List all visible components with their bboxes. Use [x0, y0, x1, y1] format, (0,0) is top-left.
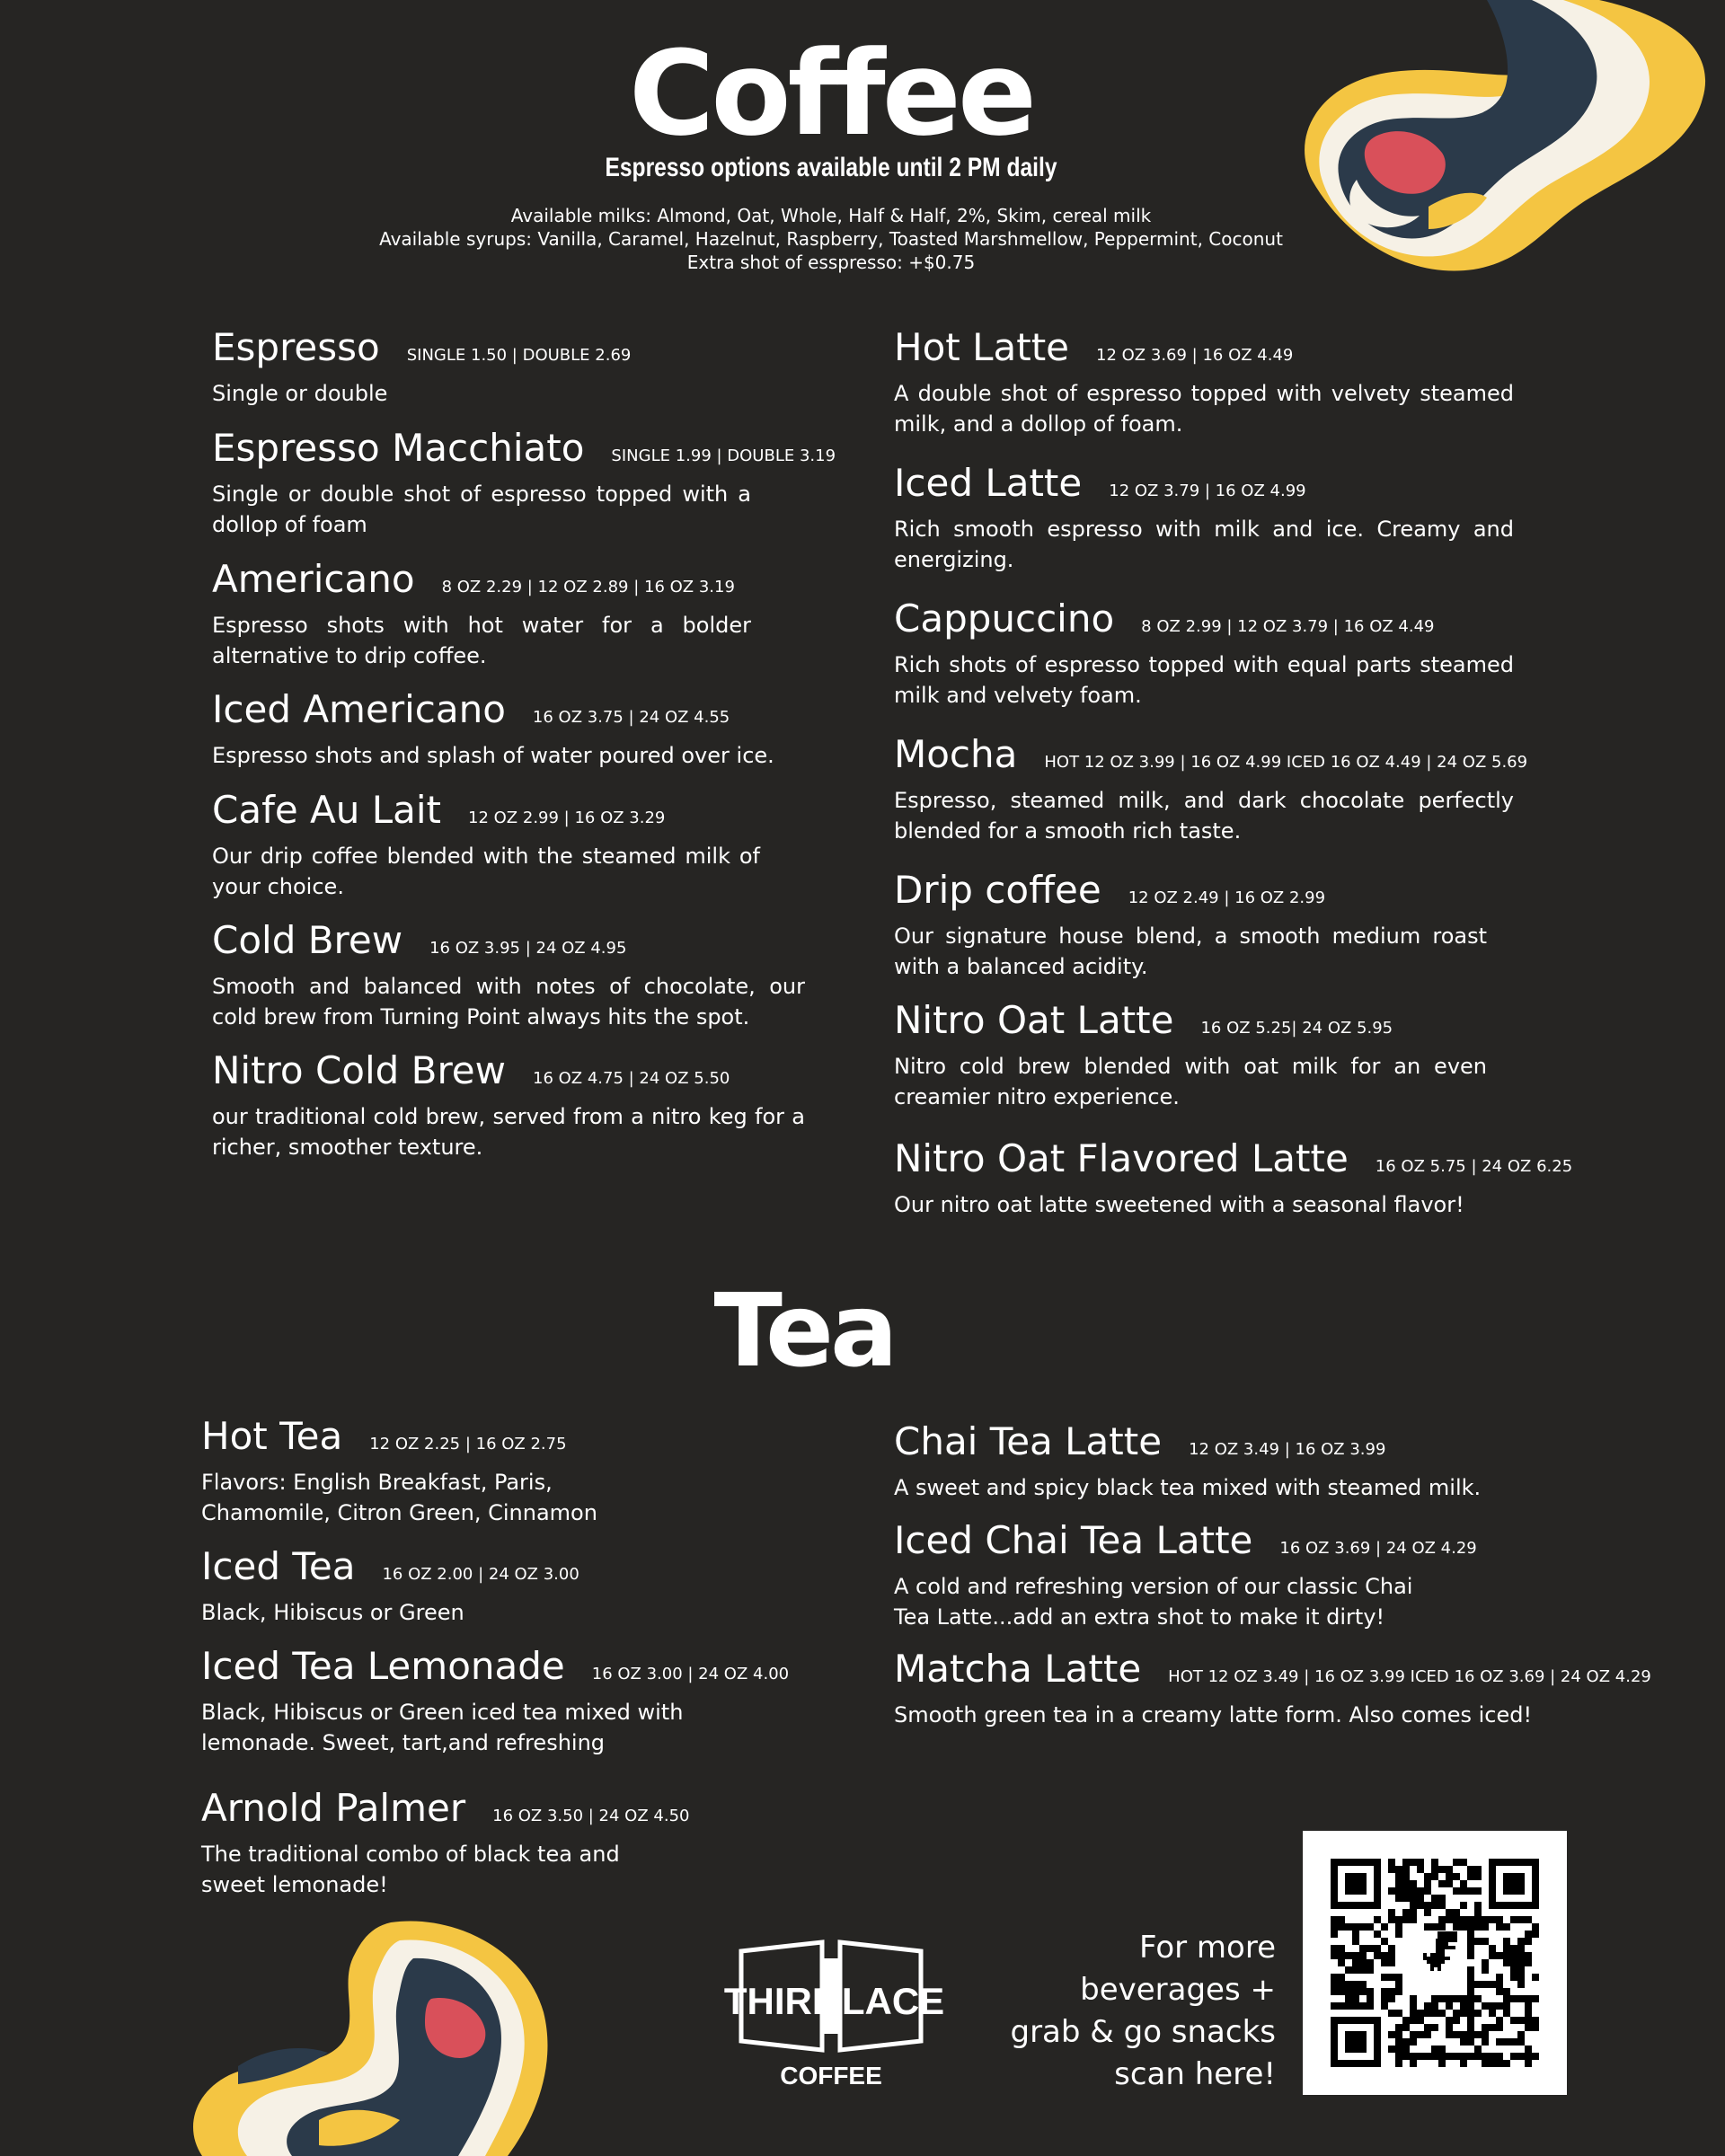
swirl-decoration-bottom — [184, 1913, 562, 2156]
menu-item — [894, 1419, 1523, 1503]
menu-item — [894, 1518, 1523, 1632]
item-name: Mocha — [894, 732, 1018, 776]
item-name: Americano — [212, 557, 415, 601]
available-syrups: Available syrups: Vanilla, Caramel, Hazelnut, Raspberry, Toasted Marshmellow, Peppermint, Coconut — [379, 228, 1283, 250]
qr-code-graphic — [1303, 1831, 1567, 2095]
available-milks: Available milks: Almond, Oat, Whole, Half & Half, 2%, Skim, cereal milk — [510, 205, 1152, 226]
menu-item — [894, 596, 1514, 711]
item-name: Cafe Au Lait — [212, 788, 442, 832]
item-description: Black, Hibiscus or Green — [201, 1600, 464, 1625]
menu-item — [212, 557, 751, 671]
item-price: HOT 12 OZ 3.99 | 16 OZ 4.99 ICED 16 OZ 4.49 | 24 OZ 5.69 — [1044, 753, 1528, 772]
menu-item — [894, 1647, 1651, 1730]
logo-right-word — [817, 1980, 944, 2022]
item-description: Black, Hibiscus or Green iced tea mixed with lemonade. Sweet, tart,and refreshing — [201, 1700, 684, 1755]
item-price: 16 OZ 3.00 | 24 OZ 4.00 — [591, 1665, 790, 1683]
svg-text:PLACE: PLACE — [816, 1980, 945, 2022]
item-description: Flavors: English Breakfast, Paris, Chamomile, Citron Green, Cinnamon — [201, 1470, 597, 1525]
coffee-title: Coffee — [628, 25, 1034, 162]
third-place-logo — [723, 1940, 945, 2093]
item-price: SINGLE 1.50 | DOUBLE 2.69 — [406, 346, 632, 365]
item-name: Hot Latte — [894, 325, 1070, 369]
item-price: 12 OZ 2.49 | 16 OZ 2.99 — [1128, 888, 1326, 907]
scan-line: grab & go snacks — [1010, 2014, 1276, 2050]
item-name: Iced Tea — [201, 1544, 356, 1588]
item-description: Our drip coffee blended with the steamed milk of your choice. — [212, 844, 760, 899]
item-description: Our signature house blend, a smooth medium roast with a balanced acidity. — [894, 923, 1487, 979]
item-description: A double shot of espresso topped with velvety steamed milk, and a dollop of foam. — [894, 381, 1514, 437]
item-price: HOT 12 OZ 3.49 | 16 OZ 3.99 ICED 16 OZ 3.69 | 24 OZ 4.29 — [1168, 1667, 1651, 1686]
menu-item — [894, 868, 1487, 982]
scan-line: For more — [1138, 1930, 1276, 1966]
item-name: Iced Americano — [212, 687, 506, 731]
item-description: A sweet and spicy black tea mixed with steamed milk. — [894, 1475, 1482, 1500]
menu-item — [201, 1644, 790, 1758]
item-name: Drip coffee — [894, 868, 1101, 912]
item-name: Chai Tea Latte — [894, 1419, 1163, 1463]
item-description: Single or double shot of espresso topped with a dollop of foam — [212, 482, 751, 537]
item-price: 16 OZ 5.25| 24 OZ 5.95 — [1200, 1019, 1393, 1038]
item-description: Espresso shots and splash of water poured over ice. — [212, 743, 774, 768]
menu-item — [212, 325, 751, 409]
menu-item — [201, 1786, 722, 1900]
item-name: Espresso — [212, 325, 380, 369]
menu-item — [201, 1414, 722, 1528]
menu-item — [212, 687, 787, 771]
item-price: 8 OZ 2.29 | 12 OZ 2.89 | 16 OZ 3.19 — [441, 578, 735, 596]
svg-text:THIRD: THIRD — [723, 1980, 840, 2022]
item-description: Rich smooth espresso with milk and ice. Creamy and energizing. — [894, 517, 1514, 572]
item-name: Iced Latte — [894, 461, 1083, 505]
item-description: our traditional cold brew, served from a nitro keg for a richer, smoother texture. — [212, 1104, 805, 1160]
item-description: Single or double — [212, 381, 388, 406]
scan-line: beverages + — [1080, 1972, 1276, 2008]
item-name: Cappuccino — [894, 596, 1115, 641]
menu-item — [212, 918, 805, 1032]
item-description: A cold and refreshing version of our classic Chai Tea Latte...add an extra shot to make it dirty! — [894, 1574, 1413, 1630]
item-description: Espresso, steamed milk, and dark chocolate perfectly blended for a smooth rich taste. — [894, 788, 1514, 844]
item-name: Hot Tea — [201, 1414, 343, 1458]
menu-item — [894, 998, 1487, 1112]
menu-item — [212, 426, 836, 540]
item-price: 16 OZ 4.75 | 24 OZ 5.50 — [533, 1069, 730, 1088]
logo-subtitle: COFFEE — [780, 2062, 882, 2090]
scan-line: scan here! — [1114, 2056, 1276, 2092]
item-price: 16 OZ 2.00 | 24 OZ 3.00 — [382, 1565, 579, 1584]
menu-item — [212, 788, 760, 902]
item-price: 12 OZ 2.25 | 16 OZ 2.75 — [369, 1435, 567, 1454]
menu-item — [894, 461, 1514, 575]
item-price: 12 OZ 3.49 | 16 OZ 3.99 — [1189, 1440, 1386, 1459]
item-price: 12 OZ 2.99 | 16 OZ 3.29 — [468, 808, 666, 827]
item-description: Espresso shots with hot water for a bolder alternative to drip coffee. — [212, 613, 751, 668]
item-description: Smooth and balanced with notes of chocolate, our cold brew from Turning Point always hits the spot. — [212, 974, 805, 1029]
item-price: 16 OZ 5.75 | 24 OZ 6.25 — [1375, 1157, 1573, 1176]
item-price: 16 OZ 3.95 | 24 OZ 4.95 — [429, 939, 627, 958]
item-name: Iced Tea Lemonade — [201, 1644, 565, 1688]
item-description: The traditional combo of black tea and sweet lemonade! — [201, 1842, 620, 1897]
menu-item — [894, 732, 1528, 846]
menu-item — [894, 1136, 1573, 1220]
item-price: 12 OZ 3.69 | 16 OZ 4.49 — [1096, 346, 1294, 365]
item-price: 12 OZ 3.79 | 16 OZ 4.99 — [1109, 482, 1306, 500]
coffee-subtitle: Espresso options available until 2 PM daily — [605, 153, 1057, 182]
item-name: Nitro Oat Flavored Latte — [894, 1136, 1349, 1180]
item-price: 16 OZ 3.75 | 24 OZ 4.55 — [532, 708, 730, 727]
item-description: Rich shots of espresso topped with equal parts steamed milk and velvety foam. — [894, 652, 1514, 708]
item-name: Arnold Palmer — [201, 1786, 466, 1830]
item-description: Our nitro oat latte sweetened with a seasonal flavor! — [894, 1192, 1464, 1217]
item-name: Cold Brew — [212, 918, 403, 962]
item-description: Nitro cold brew blended with oat milk for an even creamier nitro experience. — [894, 1054, 1487, 1109]
extra-shot: Extra shot of esspresso: +$0.75 — [686, 252, 976, 273]
item-name: Nitro Cold Brew — [212, 1048, 506, 1092]
item-price: 16 OZ 3.50 | 24 OZ 4.50 — [492, 1807, 690, 1825]
item-name: Iced Chai Tea Latte — [894, 1518, 1253, 1562]
item-price: 16 OZ 3.69 | 24 OZ 4.29 — [1279, 1539, 1477, 1558]
item-name: Matcha Latte — [894, 1647, 1142, 1691]
menu-item — [894, 325, 1514, 439]
menu-item — [201, 1544, 722, 1628]
item-name: Nitro Oat Latte — [894, 998, 1174, 1042]
scan-prompt — [934, 1927, 1276, 2096]
qr-code[interactable] — [1303, 1831, 1567, 2095]
item-description: Smooth green tea in a creamy latte form. Also comes iced! — [894, 1702, 1533, 1727]
item-name: Espresso Macchiato — [212, 426, 585, 470]
menu-item — [212, 1048, 805, 1162]
item-price: SINGLE 1.99 | DOUBLE 3.19 — [611, 446, 836, 465]
item-price: 8 OZ 2.99 | 12 OZ 3.79 | 16 OZ 4.49 — [1141, 617, 1435, 636]
tea-title: Tea — [713, 1273, 895, 1390]
